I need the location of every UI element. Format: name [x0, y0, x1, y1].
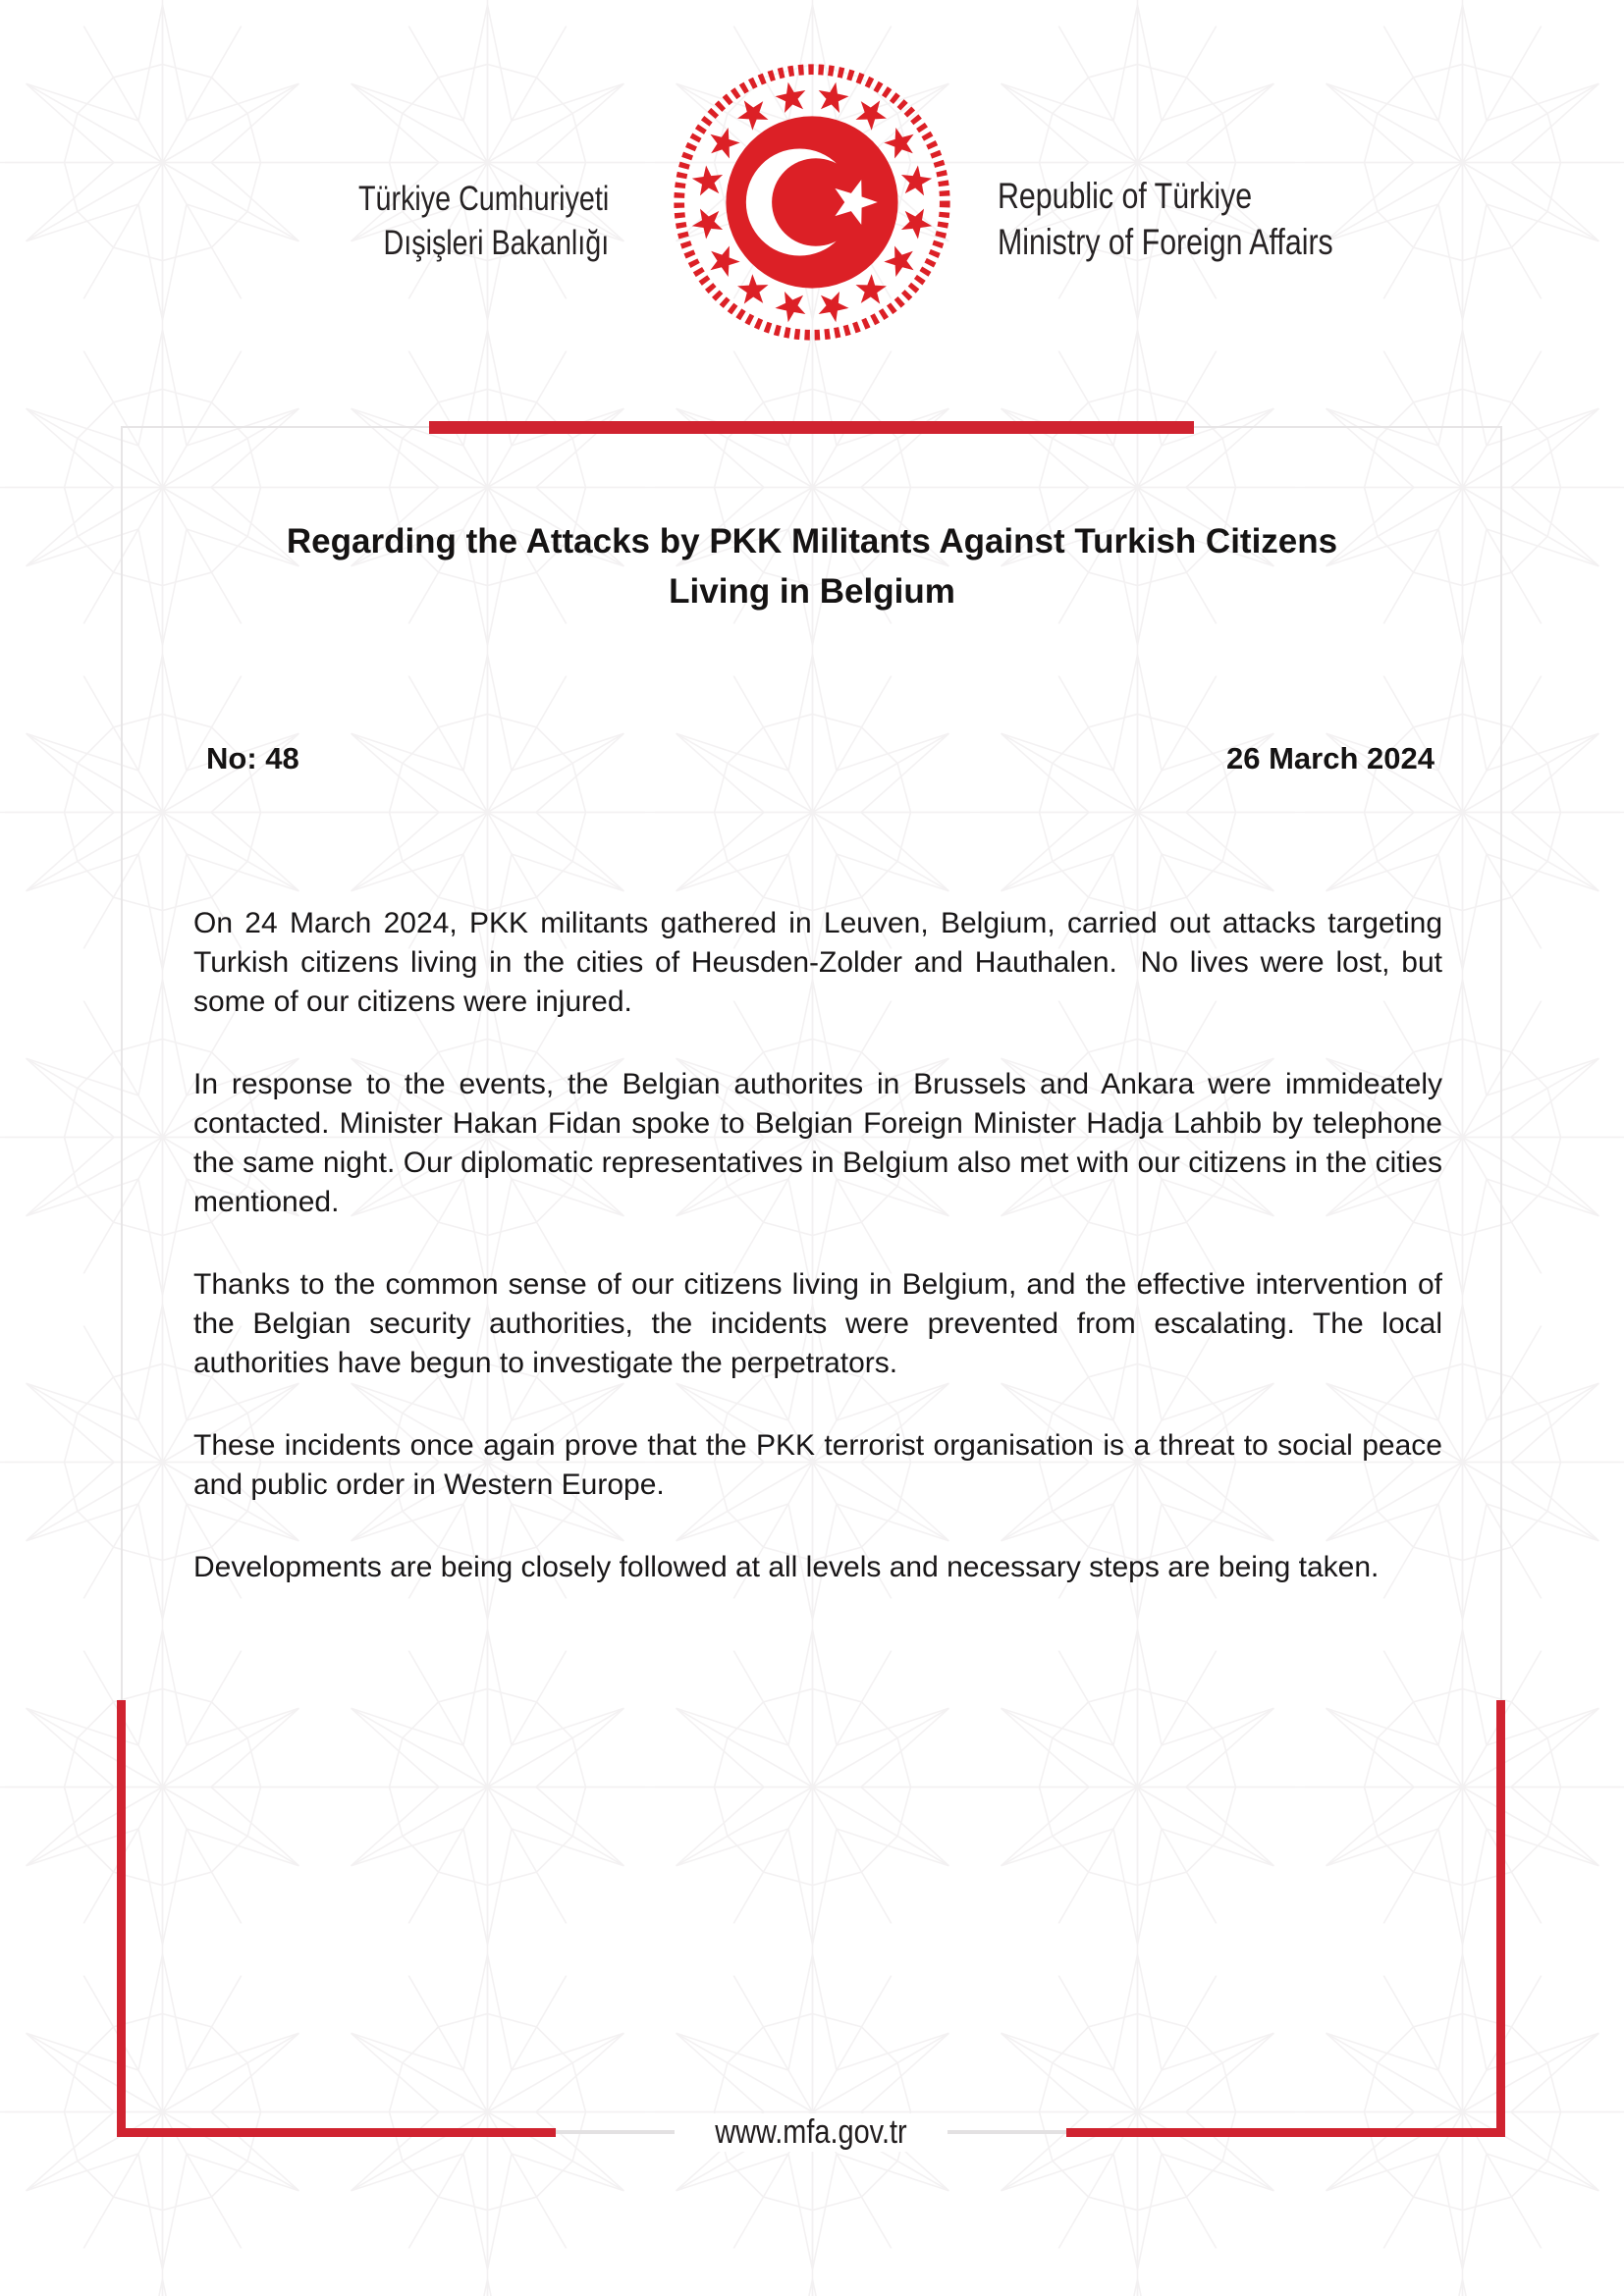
- footer-gray-line-right: [947, 2130, 1066, 2134]
- letterhead-turkish-line1: Türkiye Cumhuriyeti: [357, 180, 609, 218]
- letterhead-turkish-name: [358, 177, 609, 265]
- bottom-right-bracket-vertical: [1496, 1700, 1505, 2134]
- footer-red-segment-right: [1066, 2128, 1505, 2137]
- title-line1: Regarding the Attacks by PKK Militants Against Turkish Citizens: [286, 522, 1338, 561]
- body-paragraph: On 24 March 2024, PKK militants gathered in Leuven, Belgium, carried out attacks targeting Turkish citizens living in the cities of Heusden-Zolder and Hauthalen. No lives were lost, but some of our citizens were injured.: [193, 907, 1442, 1018]
- letterhead-english-line1: Republic of Türkiye: [998, 176, 1253, 216]
- top-red-bar: [429, 421, 1194, 434]
- mfa-seal-icon: [669, 59, 955, 346]
- footer-website: www.mfa.gov.tr: [695, 2113, 927, 2152]
- footer-rule: [117, 2110, 1505, 2154]
- release-date: 26 March 2024: [1226, 741, 1435, 775]
- body-paragraph: In response to the events, the Belgian authorites in Brussels and Ankara were immideately contacted. Minister Hakan Fidan spoke to Belgian Foreign Minister Hadja Lahbib by telephone the same night. Our diplomatic representatives in Belgium also met with our citizens in the cities mentioned.: [193, 1068, 1442, 1218]
- crescent-star-icon: [726, 116, 897, 288]
- body-paragraph: These incidents once again prove that the PKK terrorist organisation is a threat to social peace and public order in Western Europe.: [193, 1429, 1442, 1501]
- title-line2: Living in Belgium: [669, 572, 955, 611]
- body-paragraph: Thanks to the common sense of our citizens living in Belgium, and the effective intervention of the Belgian security authorities, the incidents were prevented from escalating. The local authorities have begun to investigate the perpetrators.: [193, 1268, 1442, 1379]
- letterhead-english-name: [998, 173, 1333, 265]
- letterhead-turkish-line2: Dışişleri Bakanlığı: [383, 224, 609, 262]
- letterhead-english-line2: Ministry of Foreign Affairs: [998, 222, 1333, 262]
- body-paragraph: Developments are being closely followed at all levels and necessary steps are being taken.: [193, 1551, 1380, 1583]
- bottom-left-bracket-vertical: [117, 1700, 126, 2134]
- press-release-body: [193, 904, 1442, 1630]
- press-release-title: [0, 516, 1624, 616]
- document-meta-row: [206, 741, 1435, 776]
- footer-red-segment-left: [117, 2128, 556, 2137]
- footer-gray-line-left: [556, 2130, 675, 2134]
- release-number: No: 48: [206, 741, 299, 775]
